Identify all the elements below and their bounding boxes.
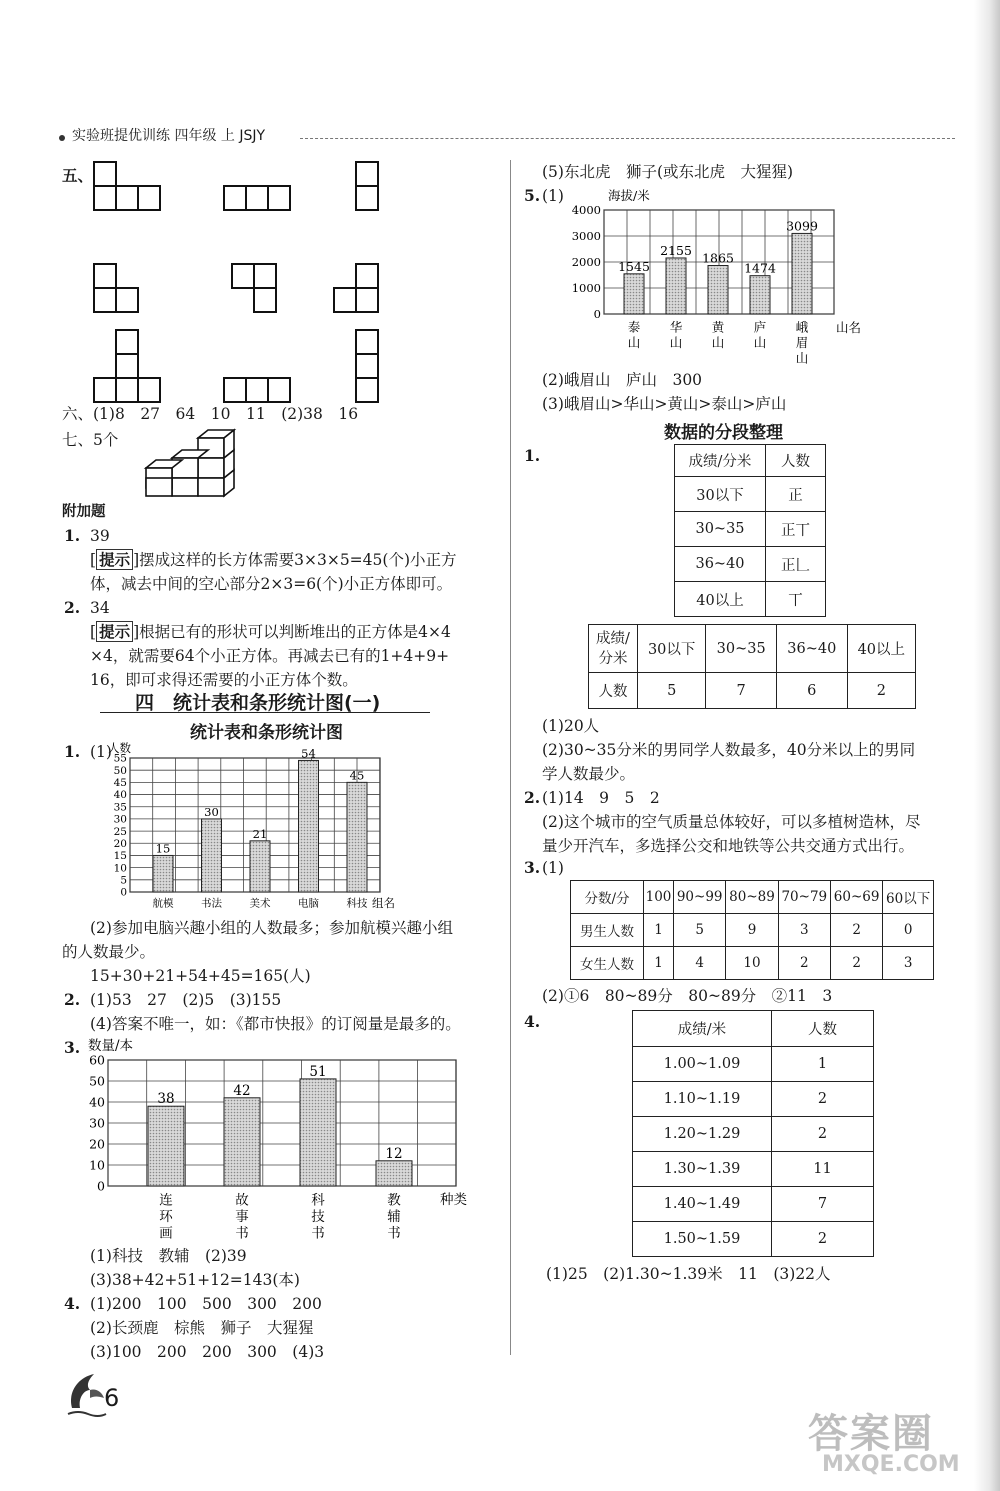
data-label: 3099 — [786, 218, 818, 234]
bar — [148, 1106, 184, 1186]
y-axis-label: 海拔/米 — [608, 188, 650, 203]
cube-stack-figure — [138, 428, 238, 498]
r-t3-num: 3. — [524, 858, 541, 877]
score-table — [570, 880, 934, 980]
tick-label: 15 — [113, 850, 127, 863]
category-label: 教 — [387, 1192, 401, 1209]
category-label: 连 — [159, 1192, 173, 1209]
q6-answer: 六、(1)8 27 64 10 11 (2)38 16 — [62, 405, 359, 423]
bonus-2-num: 2. — [64, 598, 81, 617]
y-axis-label: 数量/本 — [88, 1038, 134, 1054]
category-label: 书 — [311, 1225, 325, 1242]
bonus-1-hint-line2: 体，减去中间的空心部分2×3=6(个)小正方体即可。 — [90, 575, 453, 593]
table-header: 人数 — [766, 445, 826, 477]
tick-label: 25 — [113, 825, 127, 838]
table-header: 人数 — [772, 1011, 874, 1047]
bonus-1-num: 1. — [64, 526, 81, 545]
table-cell: 11 — [772, 1152, 874, 1187]
table-cell: 2 — [847, 673, 915, 709]
table-cell: 1.50~1.59 — [633, 1222, 772, 1257]
table-cell: 女生人数 — [571, 947, 644, 980]
category-label: 峨 — [795, 319, 809, 335]
chapter-title: 四 统计表和条形统计图(一) — [135, 692, 381, 714]
q5-figures — [80, 160, 390, 410]
data-label: 42 — [233, 1082, 251, 1099]
s4-line1: (1)200 100 500 300 200 — [90, 1295, 322, 1313]
s1-part1: (1) — [90, 743, 112, 761]
tick-label: 20 — [113, 837, 127, 850]
data-label: 51 — [309, 1063, 327, 1080]
category-label: 科技 — [346, 897, 368, 910]
category-label: 辅 — [387, 1209, 401, 1225]
book-count-chart — [80, 1036, 480, 1244]
column-divider — [510, 160, 511, 1355]
table-header: 100 — [644, 881, 674, 914]
table-cell: 丅 — [766, 582, 826, 617]
table-cell: 1 — [772, 1047, 874, 1082]
table-cell: 30以下 — [675, 477, 766, 512]
r-t4-answer: (1)25 (2)1.30~1.39米 11 (3)22人 — [546, 1265, 831, 1283]
hint-tag: 提示 — [96, 549, 133, 570]
bonus-2-hint-line2: ×4，就需要64个小正方体。再减去已有的1+4+9+ — [90, 647, 450, 665]
r-t2-line2: (2)这个城市的空气质量总体较好，可以多植树造林，尽 — [542, 813, 921, 831]
s1-num: 1. — [64, 742, 81, 761]
table-header: 分数/分 — [571, 881, 644, 914]
subchapter-title: 统计表和条形统计图 — [190, 723, 343, 743]
tick-label: 45 — [113, 777, 127, 790]
table-header: 30~35 — [706, 625, 777, 673]
table-cell: 2 — [772, 1082, 874, 1117]
table-header: 30以下 — [638, 625, 706, 673]
table-cell: 1.40~1.49 — [633, 1187, 772, 1222]
table-cell: 40以上 — [675, 582, 766, 617]
tick-label: 1000 — [571, 281, 601, 296]
data-label: 1474 — [744, 260, 776, 276]
data-label: 38 — [157, 1091, 175, 1108]
page-edge-shadow — [974, 0, 1000, 1491]
bar — [202, 819, 222, 892]
table-header: 36~40 — [776, 625, 847, 673]
bonus-2-answer: 34 — [90, 599, 110, 617]
category-label: 书 — [387, 1225, 401, 1242]
data-label: 30 — [204, 804, 219, 819]
count-table — [588, 624, 916, 709]
bonus-title: 附加题 — [62, 504, 106, 520]
table-cell: 9 — [726, 914, 778, 947]
table-cell: 1.10~1.19 — [633, 1082, 772, 1117]
table-cell: 7 — [706, 673, 777, 709]
bar — [708, 266, 728, 314]
category-label: 黄 — [711, 319, 725, 335]
table-cell: 3 — [883, 947, 934, 980]
table-header: 60~69 — [830, 881, 882, 914]
r-top-line: (5)东北虎 狮子(或东北虎 大猩猩) — [542, 163, 794, 181]
tick-label: 0 — [120, 886, 127, 899]
data-label: 54 — [301, 746, 316, 761]
x-axis-label: 山名 — [836, 320, 862, 335]
r-t1-a1: (1)20人 — [542, 717, 600, 735]
category-label: 山 — [627, 335, 641, 350]
data-label: 2155 — [660, 242, 692, 258]
category-label: 航模 — [152, 897, 174, 910]
hint-tag: 提示 — [96, 621, 133, 642]
category-label: 科 — [311, 1192, 325, 1209]
r-t1-num: 1. — [524, 446, 541, 465]
header-rule — [300, 138, 955, 139]
category-label: 华 — [669, 319, 683, 335]
table-cell: 人数 — [589, 673, 638, 709]
table-cell: 1.00~1.09 — [633, 1047, 772, 1082]
s4-num: 4. — [64, 1294, 81, 1313]
s4-line3: (3)100 200 200 300 (4)3 — [90, 1343, 325, 1361]
bonus-2-hint-line1: [ 提示 ]根据已有的形状可以判断堆出的正方体是4×4 — [90, 622, 451, 641]
r-q5-part2: (2)峨眉山 庐山 300 — [542, 371, 703, 389]
table-cell: 正丅 — [766, 512, 826, 547]
watermark-logo: 答案圈 — [808, 1411, 934, 1457]
data-label: 1865 — [702, 250, 734, 266]
table-cell: 30~35 — [675, 512, 766, 547]
category-label: 书 — [235, 1225, 249, 1242]
bar — [153, 855, 173, 892]
table-cell: 1.30~1.39 — [633, 1152, 772, 1187]
table-cell: 5 — [638, 673, 706, 709]
table-cell: 2 — [772, 1117, 874, 1152]
q5-label: 五、 — [62, 166, 94, 185]
tick-label: 3000 — [571, 229, 601, 244]
tick-label: 50 — [113, 764, 127, 777]
category-label: 技 — [311, 1209, 325, 1225]
mountain-altitude-chart — [560, 186, 880, 378]
bar — [224, 1098, 260, 1186]
tick-label: 4000 — [571, 203, 601, 218]
r-t2-line3: 量少开汽车，多选择公交和地铁等公共交通方式出行。 — [542, 837, 915, 855]
table-header: 60以下 — [883, 881, 934, 914]
data-label: 45 — [349, 768, 365, 783]
tick-label: 60 — [89, 1052, 105, 1068]
data-label: 15 — [155, 841, 171, 856]
data-label: 1545 — [618, 258, 650, 274]
tick-label: 0 — [593, 307, 601, 322]
r-t2-line1: (1)14 9 5 2 — [542, 789, 660, 807]
bar — [750, 276, 770, 314]
tick-label: 40 — [113, 789, 127, 802]
table-cell: 3 — [778, 914, 830, 947]
r-t1-a2-line2: 学人数最少。 — [542, 765, 636, 783]
category-label: 故 — [235, 1192, 249, 1209]
table-cell: 36~40 — [675, 547, 766, 582]
table-header: 成绩/分米 — [589, 625, 638, 673]
bar — [792, 233, 812, 314]
category-label: 书法 — [201, 897, 222, 910]
category-label: 山 — [669, 335, 683, 350]
s3-line2: (3)38+42+51+12=143(本) — [90, 1271, 300, 1289]
s3-line1: (1)科技 教辅 (2)39 — [90, 1247, 247, 1265]
bar — [347, 782, 367, 892]
bar — [250, 841, 270, 892]
table-cell: 1.20~1.29 — [633, 1117, 772, 1152]
tick-label: 0 — [97, 1178, 105, 1194]
data-label: 12 — [385, 1145, 403, 1162]
bar — [666, 258, 686, 314]
tick-label: 10 — [113, 862, 127, 875]
x-axis-label: 组名 — [372, 896, 395, 910]
category-label: 庐 — [753, 319, 767, 335]
data-label: 21 — [252, 826, 268, 841]
y-axis-label: 人数 — [108, 742, 131, 755]
table-header: 成绩/分米 — [675, 445, 766, 477]
bar — [376, 1161, 412, 1186]
table-cell: 7 — [772, 1187, 874, 1222]
s4-line2: (2)长颈鹿 棕熊 狮子 大猩猩 — [90, 1319, 314, 1337]
table-cell: 1 — [644, 947, 674, 980]
q7-answer: 七、5个 — [62, 431, 119, 449]
header-title: 实验班提优训练 四年级 上 JSJY — [72, 128, 266, 144]
table-cell: 2 — [778, 947, 830, 980]
header-dot — [59, 135, 65, 141]
r-t4-num: 4. — [524, 1012, 541, 1031]
table-header: 80~89 — [726, 881, 778, 914]
table-header: 成绩/米 — [633, 1011, 772, 1047]
table-cell: 2 — [830, 914, 882, 947]
table-cell: 2 — [830, 947, 882, 980]
tick-label: 30 — [89, 1115, 105, 1131]
s1-part2-line2: 的人数最少。 — [62, 943, 156, 961]
category-label: 山 — [795, 350, 809, 366]
s1-part2-line3: 15+30+21+54+45=165(人) — [90, 967, 311, 985]
r-q5-num: 5. — [524, 186, 541, 205]
category-label: 山 — [711, 335, 725, 350]
dolphin-icon — [64, 1368, 108, 1420]
tick-label: 5 — [120, 874, 127, 887]
category-label: 环 — [159, 1209, 173, 1225]
tally-table — [674, 444, 826, 617]
r-section-title: 数据的分段整理 — [664, 423, 783, 443]
r-q5-part1: (1) — [542, 187, 564, 205]
table-header: 40以上 — [847, 625, 915, 673]
tick-label: 30 — [113, 813, 127, 826]
table-header: 70~79 — [778, 881, 830, 914]
watermark-url: MXQE.COM — [822, 1452, 960, 1477]
tick-label: 20 — [89, 1136, 105, 1152]
table-cell: 10 — [726, 947, 778, 980]
r-t1-a2-line1: (2)30~35分米的男同学人数最多，40分米以上的男同 — [542, 741, 916, 759]
category-label: 眉 — [795, 335, 809, 350]
category-label: 山 — [753, 335, 767, 350]
table-cell: 男生人数 — [571, 914, 644, 947]
table-cell: 6 — [776, 673, 847, 709]
table-cell: 0 — [883, 914, 934, 947]
table-cell: 2 — [772, 1222, 874, 1257]
tick-label: 50 — [89, 1073, 105, 1089]
bonus-1-hint-line1: [ 提示 ]摆成这样的长方体需要3×3×5=45(个)小正方 — [90, 550, 457, 569]
tick-label: 35 — [113, 801, 127, 814]
bonus-1-answer: 39 — [90, 527, 110, 545]
tick-label: 55 — [113, 752, 127, 765]
s2-num: 2. — [64, 990, 81, 1009]
tick-label: 40 — [89, 1094, 105, 1110]
interest-group-chart — [108, 742, 408, 914]
r-t2-num: 2. — [524, 788, 541, 807]
table-cell: 正𠃊 — [766, 547, 826, 582]
category-label: 电脑 — [298, 897, 319, 910]
table-cell: 4 — [674, 947, 726, 980]
x-axis-label: 种类 — [440, 1192, 467, 1208]
bar — [624, 274, 644, 314]
tick-label: 10 — [89, 1157, 105, 1173]
s2-line2: (4)答案不唯一，如：《都市快报》的订阅量是最多的。 — [90, 1015, 461, 1033]
category-label: 画 — [159, 1225, 173, 1242]
s1-part2-line1: (2)参加电脑兴趣小组的人数最多；参加航模兴趣小组 — [90, 919, 453, 937]
table-cell: 5 — [674, 914, 726, 947]
category-label: 事 — [235, 1209, 249, 1225]
table-cell: 正 — [766, 477, 826, 512]
bar — [299, 760, 319, 892]
r-q5-part3: (3)峨眉山>华山>黄山>泰山>庐山 — [542, 395, 787, 413]
r-t3-answer: (2)①6 80~89分 80~89分 ②11 3 — [542, 987, 833, 1005]
category-label: 美术 — [249, 897, 271, 910]
page-number: 6 — [104, 1384, 120, 1412]
s3-num: 3. — [64, 1038, 81, 1057]
s2-line1: (1)53 27 (2)5 (3)155 — [90, 991, 282, 1009]
r-t3-part1: (1) — [542, 859, 564, 877]
bar — [300, 1079, 336, 1186]
tick-label: 2000 — [571, 255, 601, 270]
table-cell: 1 — [644, 914, 674, 947]
category-label: 泰 — [627, 319, 641, 335]
jump-table — [632, 1010, 874, 1257]
table-header: 90~99 — [674, 881, 726, 914]
bonus-2-hint-line3: 16，即可求得还需要的小正方体个数。 — [90, 671, 358, 689]
